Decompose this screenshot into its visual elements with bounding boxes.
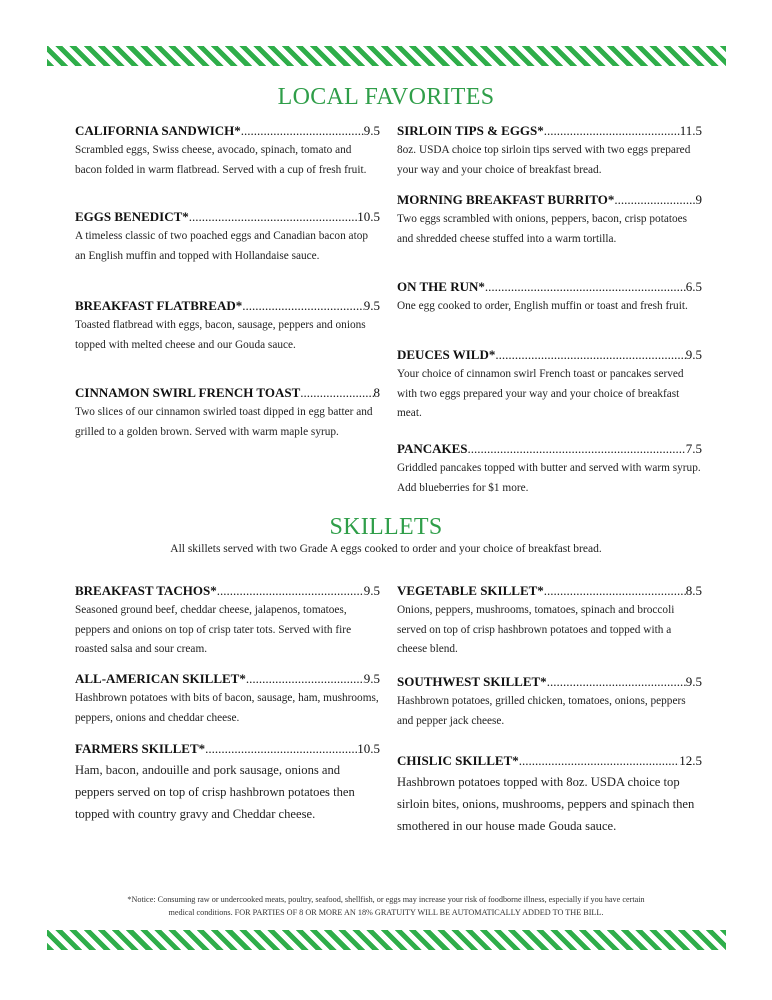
item-name: CINNAMON SWIRL FRENCH TOAST — [75, 385, 301, 400]
item-price: 6.5 — [685, 279, 702, 294]
item-price: 10.5 — [357, 209, 380, 224]
local-favorites-heading: LOCAL FAVORITES — [277, 84, 495, 110]
item-price: 9.5 — [363, 123, 380, 138]
item-description: A timeless classic of two poached eggs and Canadian bacon atop an English muffin and topped with Hollandaise sauce. — [75, 230, 369, 262]
menu-item-breakfast-flatbread — [75, 297, 380, 355]
item-name: SIRLOIN TIPS & EGGS* — [397, 123, 544, 138]
item-description: Seasoned ground beef, cheddar cheese, jalapenos, tomatoes, peppers and onions on top of crisp tater tots. Served with fire roasted salsa and sour cream. — [75, 604, 352, 656]
menu-item-farmers-skillet — [75, 740, 380, 825]
item-name: CHISLIC SKILLET* — [397, 753, 519, 768]
bottom-stripe-border — [47, 930, 726, 950]
item-price: 9.5 — [363, 583, 380, 598]
skillets-heading: SKILLETS — [329, 514, 443, 540]
item-description: Griddled pancakes topped with butter and served with warm syrup. Add blueberries for $1 more. — [397, 462, 701, 494]
item-price: 9.5 — [363, 671, 380, 686]
item-name: VEGETABLE SKILLET* — [397, 583, 544, 598]
item-price: 7.5 — [685, 441, 702, 456]
item-description: Onions, peppers, mushrooms, tomatoes, spinach and broccoli served on top of crisp hashbrown potatoes and topped with a cheese blend. — [397, 604, 675, 656]
menu-item-sirloin-tips-eggs — [397, 122, 702, 180]
skillets-subtitle: All skillets served with two Grade A eggs cooked to order and your choice of breakfast bread. — [170, 543, 602, 555]
item-price: 8.5 — [685, 583, 702, 598]
item-description: Two eggs scrambled with onions, peppers, bacon, crisp potatoes and shredded cheese stuffed into a warm tortilla. — [397, 213, 688, 245]
menu-item-california-sandwich — [75, 122, 380, 180]
item-name: BREAKFAST TACHOS* — [75, 583, 217, 598]
menu-item-on-the-run — [397, 278, 702, 317]
item-description: Hashbrown potatoes topped with 8oz. USDA choice top sirloin bites, onions, mushrooms, peppers and spinach then smothered in our house made Gouda sauce. — [397, 775, 695, 833]
item-description: One egg cooked to order, English muffin or toast and fresh fruit. — [397, 300, 688, 312]
item-price: 12.5 — [679, 753, 702, 768]
notice-line-1: *Notice: Consuming raw or undercooked meats, poultry, seafood, shellfish, or eggs may increase your risk of foodborne illness, especially if you have certain — [127, 895, 645, 904]
top-stripe-border — [47, 46, 726, 66]
item-price: 10.5 — [357, 741, 380, 756]
item-description: Two slices of our cinnamon swirled toast dipped in egg batter and grilled to a golden brown. Served with warm maple syrup. — [75, 406, 373, 438]
item-description: Your choice of cinnamon swirl French toast or pancakes served with two eggs prepared your way and your choice of breakfast meat. — [397, 368, 684, 420]
item-description: Hashbrown potatoes with bits of bacon, sausage, ham, mushrooms, peppers, onions and cheddar cheese. — [75, 692, 379, 724]
item-name: PANCAKES — [397, 441, 468, 456]
item-description: 8oz. USDA choice top sirloin tips served with two eggs prepared your way and your choice of breakfast bread. — [397, 144, 691, 176]
item-name: FARMERS SKILLET* — [75, 741, 206, 756]
item-price: 9.5 — [685, 347, 702, 362]
item-description: Ham, bacon, andouille and pork sausage, onions and peppers served on top of crisp hashbrown potatoes then topped with country gravy and Cheddar cheese. — [75, 763, 355, 821]
menu-item-southwest-skillet — [397, 673, 702, 731]
item-price: 11.5 — [679, 123, 702, 138]
item-price: 9.5 — [363, 298, 380, 313]
item-price: 9 — [695, 192, 702, 207]
item-name: MORNING BREAKFAST BURRITO* — [397, 192, 615, 207]
notice-line-2: medical conditions. FOR PARTIES OF 8 OR MORE AN 18% GRATUITY WILL BE AUTOMATICALLY ADDED TO THE BILL. — [168, 908, 604, 917]
menu-item-breakfast-tachos — [75, 582, 380, 660]
menu-item-deuces-wild — [397, 346, 702, 424]
item-description: Hashbrown potatoes, grilled chicken, tomatoes, onions, peppers and pepper jack cheese. — [397, 695, 686, 727]
menu-item-chislic-skillet — [397, 752, 702, 837]
menu-item-all-american-skillet — [75, 670, 380, 728]
item-name: DEUCES WILD* — [397, 347, 496, 362]
menu-item-eggs-benedict — [75, 208, 380, 266]
item-name: BREAKFAST FLATBREAD* — [75, 298, 243, 313]
menu-item-morning-breakfast-burrito — [397, 191, 702, 249]
item-description: Toasted flatbread with eggs, bacon, sausage, peppers and onions topped with melted cheese and our Gouda sauce. — [75, 319, 366, 351]
item-price: 9.5 — [685, 674, 702, 689]
item-name: ON THE RUN* — [397, 279, 485, 294]
menu-item-pancakes — [397, 440, 702, 498]
item-price: 8 — [373, 385, 380, 400]
item-name: SOUTHWEST SKILLET* — [397, 674, 547, 689]
foodborne-illness-notice — [55, 893, 717, 919]
item-name: CALIFORNIA SANDWICH* — [75, 123, 241, 138]
item-description: Scrambled eggs, Swiss cheese, avocado, spinach, tomato and bacon folded in warm flatbread. Served with a cup of fresh fruit. — [75, 144, 367, 176]
menu-item-cinnamon-swirl-french-toast — [75, 384, 380, 442]
item-name: ALL-AMERICAN SKILLET* — [75, 671, 246, 686]
item-name: EGGS BENEDICT* — [75, 209, 189, 224]
menu-item-vegetable-skillet — [397, 582, 702, 660]
